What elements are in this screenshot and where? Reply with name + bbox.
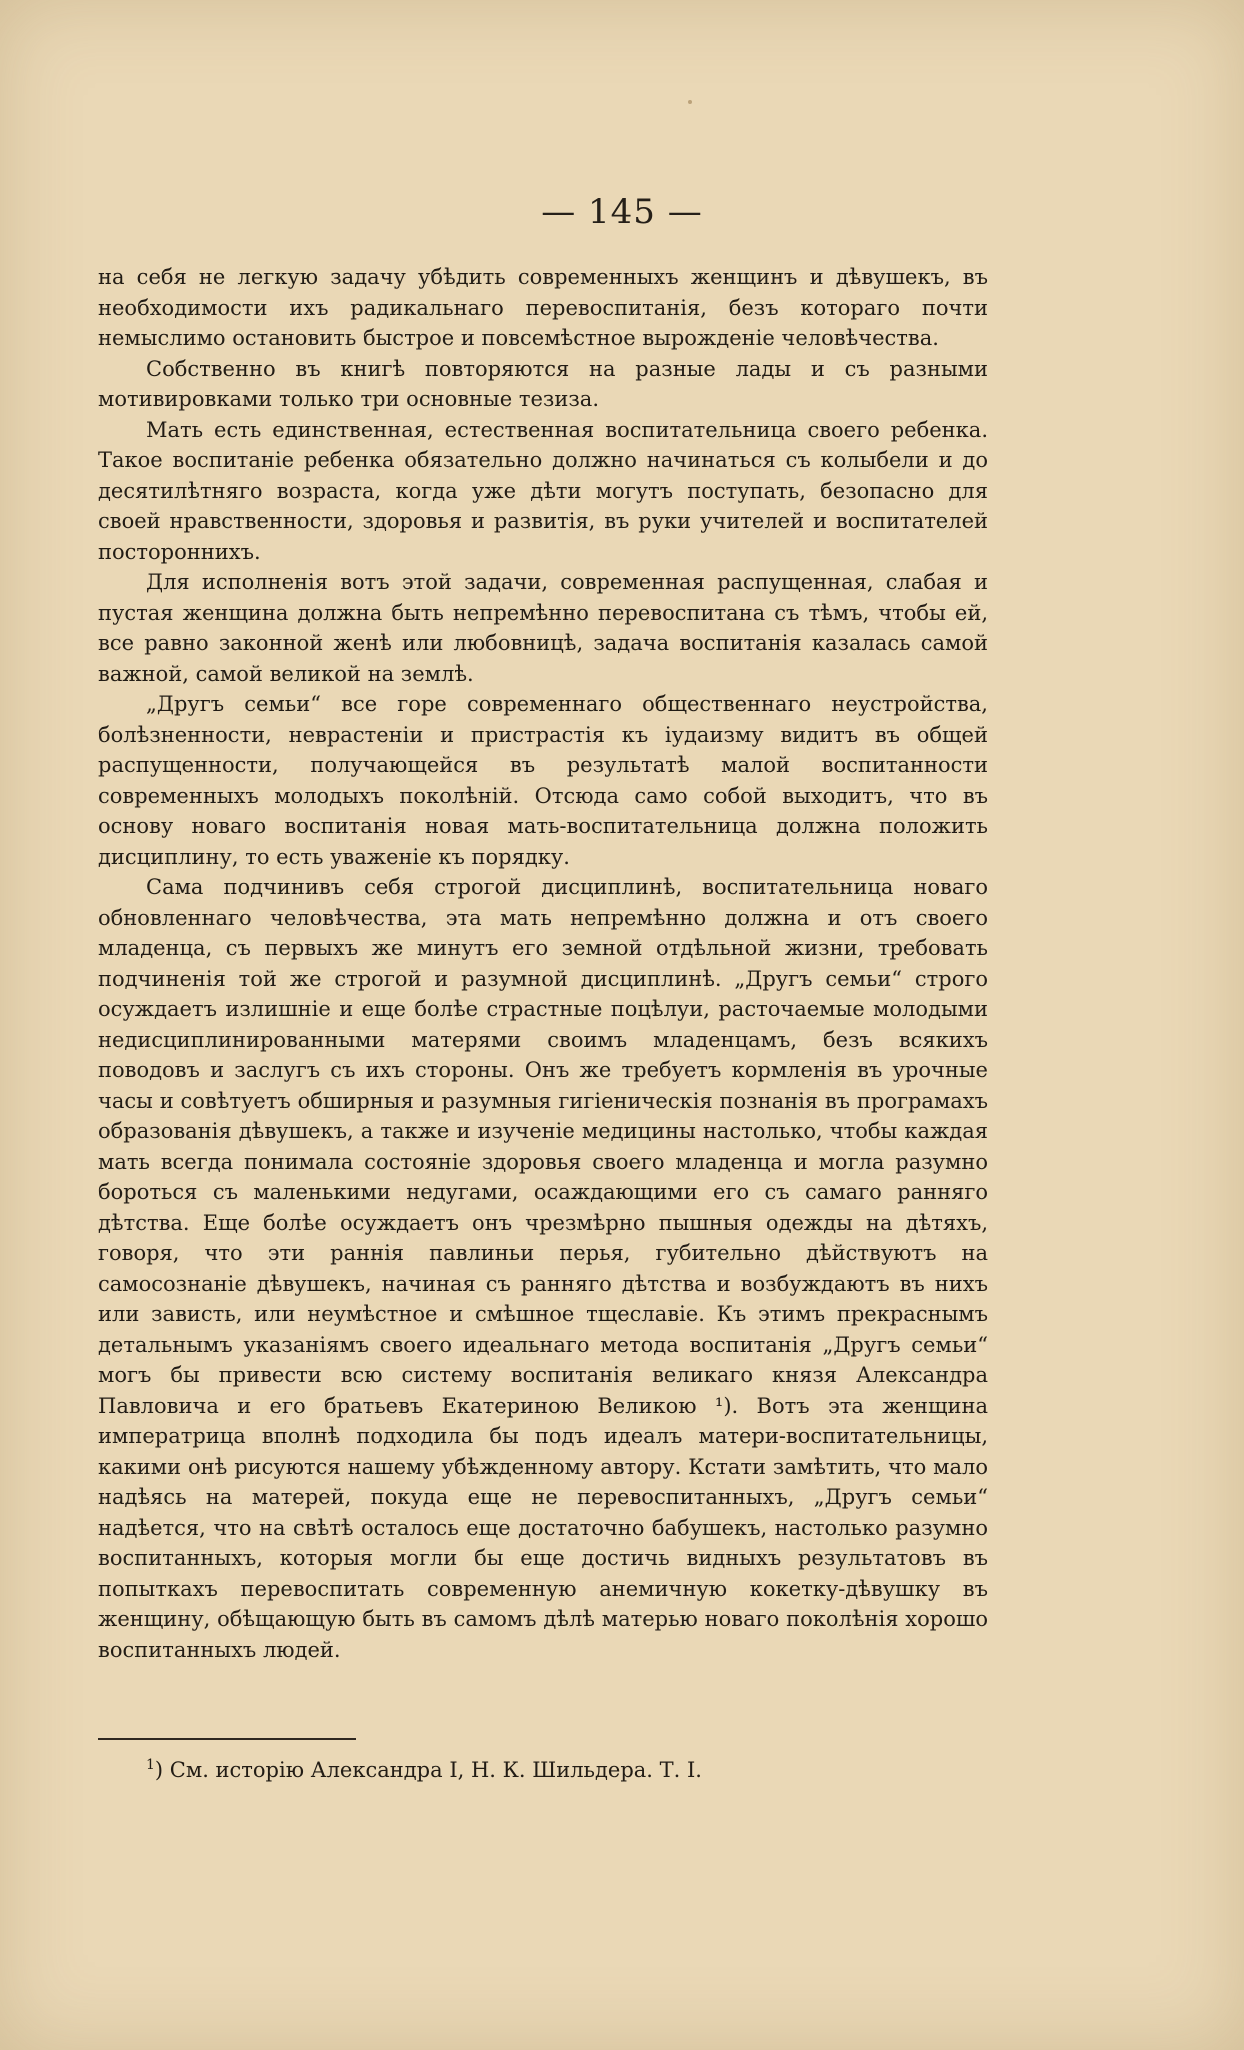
page-number: — 145 — — [541, 192, 703, 232]
footnote — [146, 1757, 986, 1782]
paragraph-3: Мать есть единственная, естественная воспитательница своего ребенка. Такое воспитаніе ребенка обязательно должно начинаться съ колыбели и до десятилѣтняго возраста, когда уже дѣти могутъ поступать, безопасно для своей нравственности, здоровья и развитія, въ руки учителей и воспитателей постороннихъ. — [98, 417, 988, 564]
paragraph-5: „Другъ семьи“ все горе современнаго общественнаго неустройства, болѣзненности, неврастеніи и пристрастія къ іудаизму видитъ въ общей распущенности, получающейся въ результатѣ малой воспитанности современныхъ молодыхъ поколѣній. Отсюда само собой выходитъ, что въ основу новаго воспитанія новая мать-воспитательница должна положить дисциплину, то есть уваженіе къ порядку. — [98, 692, 988, 869]
paragraph-4: Для исполненія вотъ этой задачи, современная распущенная, слабая и пустая женщина должна быть непремѣнно перевоспитана съ тѣмъ, чтобы ей, все равно законной женѣ или любовницѣ, задача воспитанія казалась самой важной, самой великой на землѣ. — [98, 570, 988, 686]
footnote-divider — [98, 1738, 356, 1740]
body-text — [98, 262, 988, 1665]
paragraph-1: на себя не легкую задачу убѣдить современныхъ женщинъ и дѣвушекъ, въ необходимости ихъ радикальнаго перевоспитанія, безъ котораго почти немыслимо остановить быстрое и повсемѣстное вырожденіе человѣчества. — [98, 265, 988, 350]
footnote-marker: 1 — [146, 1757, 155, 1773]
paragraph-2: Собственно въ книгѣ повторяются на разные лады и съ разными мотивировками только три основные тезиза. — [98, 356, 988, 411]
paragraph-6: Сама подчинивъ себя строгой дисциплинѣ, воспитательница новаго обновленнаго человѣчества, эта мать непремѣнно должна и отъ своего младенца, съ первыхъ же минутъ его земной отдѣльной жизни, требовать подчиненія той же строгой и разумной дисциплинѣ. „Другъ семьи“ строго осуждаетъ излишніе и еще болѣе страстные поцѣлуи, расточаемые молодыми недисциплинированными матерями своимъ младенцамъ, безъ всякихъ поводовъ и заслугъ съ ихъ стороны. Онъ же требуетъ кормленія въ урочные часы и совѣтуетъ обширныя и разумныя гигіеническія познанія въ програмахъ образованія дѣвушекъ, а также и изученіе медицины настолько, чтобы каждая мать всегда понимала состояніе здоровья своего младенца и могла разумно бороться съ маленькими недугами, осаждающими его съ самаго ранняго дѣтства. Еще болѣе осуждаетъ онъ чрезмѣрно пышныя одежды на дѣтяхъ, говоря, что эти раннія павлиньи перья, губительно дѣйствуютъ на самосознаніе дѣвушекъ, начиная съ ранняго дѣтства и возбуждаютъ въ нихъ или зависть, или неумѣстное и смѣшное тщеславіе. Къ этимъ прекраснымъ детальнымъ указаніямъ своего идеальнаго метода воспитанія „Другъ семьи“ могъ бы привести всю систему воспитанія великаго князя Александра Павловича и его братьевъ Екатериною Великою ¹). Вотъ эта женщина императрица вполнѣ подходила бы подъ идеалъ матери-воспитательницы, какими онѣ рисуются нашему убѣжденному автору. Кстати замѣтить, что мало надѣясь на матерей, покуда еще не перевоспитанныхъ, „Другъ семьи“ надѣется, что на свѣтѣ осталось еще достаточно бабушекъ, настолько разумно воспитанныхъ, которыя могли бы еще достичь видныхъ результатовъ въ попыткахъ перевоспитать современную анемичную кокетку-дѣвушку въ женщину, обѣщающую быть въ самомъ дѣлѣ матерью новаго поколѣнія хорошо воспитанныхъ людей. — [98, 875, 988, 1662]
footnote-text: ) См. исторію Александра I, Н. К. Шильдера. Т. I. — [154, 1758, 702, 1782]
ink-speck — [688, 100, 692, 104]
